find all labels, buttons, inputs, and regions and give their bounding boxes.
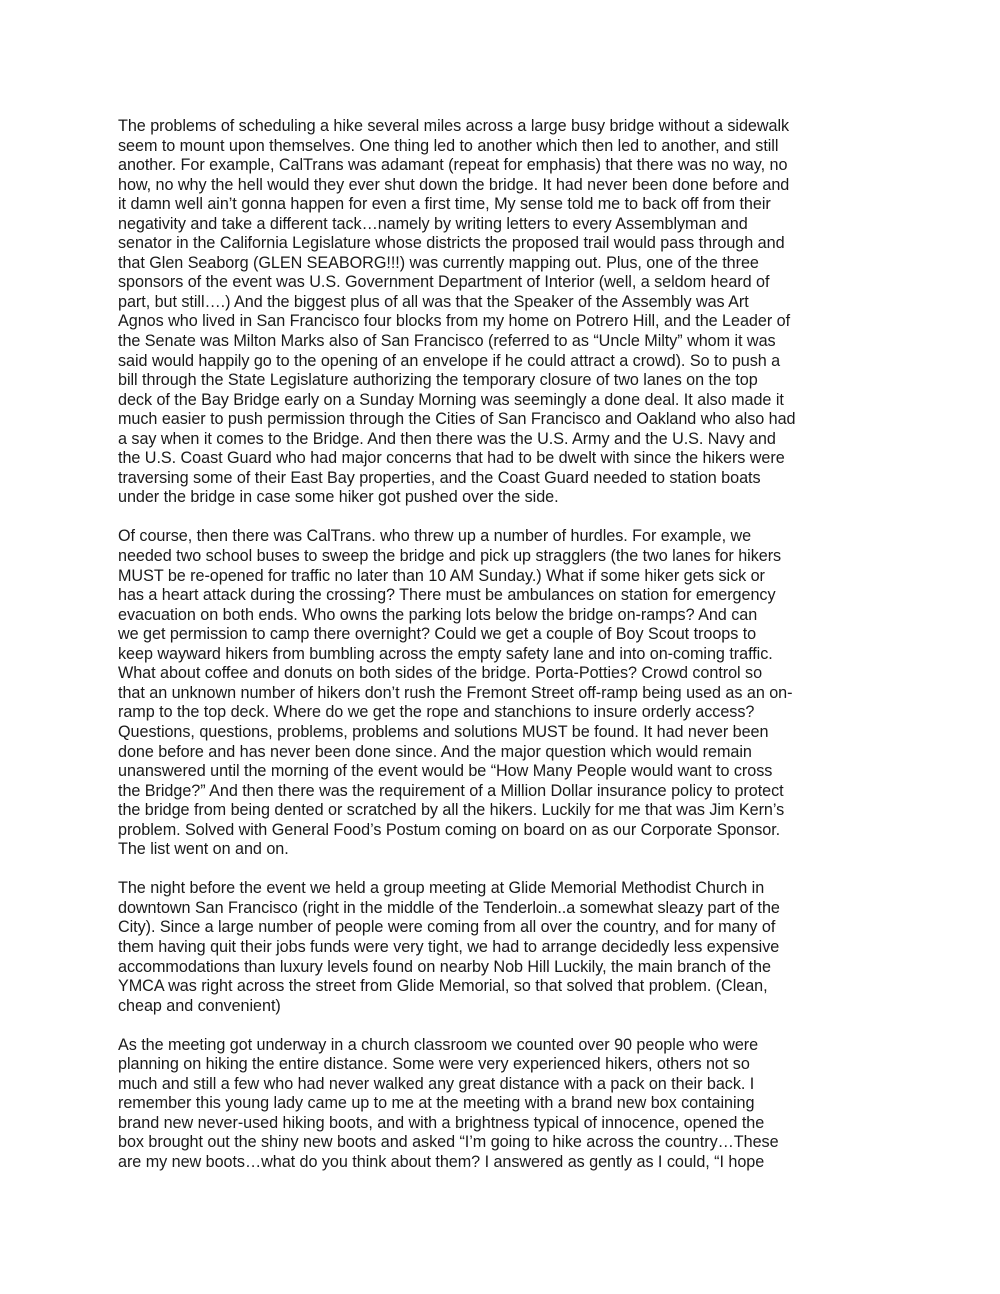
text-line: accommodations than luxury levels found on nearby Nob Hill Luckily, the main branch of the — [118, 957, 771, 976]
text-line: MUST be re-opened for traffic no later than 10 AM Sunday.) What if some hiker gets sick or — [118, 566, 765, 585]
text-line: needed two school buses to sweep the bridge and pick up stragglers (the two lanes for hikers — [118, 547, 782, 566]
text-line: The list went on and on. — [118, 840, 289, 859]
text-line: downtown San Francisco (right in the middle of the Tenderloin..a somewhat sleazy part of the — [118, 898, 780, 917]
text-line: under the bridge in case some hiker got pushed over the side. — [118, 488, 559, 507]
text-line: the U.S. Coast Guard who had major concerns that had to be dwelt with since the hikers were — [118, 449, 785, 468]
paragraph-3 — [118, 879, 888, 1016]
text-line: it damn well ain’t gonna happen for even a first time, My sense told me to back off from their — [118, 195, 771, 214]
text-line: seem to mount upon themselves. One thing led to another which then led to another, and still — [118, 136, 779, 155]
text-line: The night before the event we held a group meeting at Glide Memorial Methodist Church in — [118, 879, 765, 898]
text-line: another. For example, CalTrans was adamant (repeat for emphasis) that there was no way, no — [118, 156, 788, 175]
text-line: the Bridge?” And then there was the requirement of a Million Dollar insurance policy to protect — [118, 781, 784, 800]
text-line: a say when it comes to the Bridge. And then there was the U.S. Army and the U.S. Navy and — [118, 429, 776, 448]
text-line: them having quit their jobs funds were very tight, we had to arrange decidedly less expensive — [118, 937, 780, 956]
text-line: City). Since a large number of people were coming from all over the country, and for many of — [118, 918, 776, 937]
paragraph-4 — [118, 1036, 888, 1173]
text-line: done before and has never been done since. And the major question which would remain — [118, 742, 752, 761]
text-line: part, but still….) And the biggest plus of all was that the Speaker of the Assembly was Art — [118, 292, 749, 311]
text-line: brand new never-used hiking boots, and with a brightness typical of innocence, opened the — [118, 1113, 765, 1132]
text-line: are my new boots…what do you think about them? I answered as gently as I could, “I hope — [118, 1152, 765, 1171]
text-line: ramp to the top deck. Where do we get the rope and stanchions to insure orderly access? — [118, 703, 755, 722]
text-line: has a heart attack during the crossing? There must be ambulances on station for emergency — [118, 586, 776, 605]
text-line: the Senate was Milton Marks also of San Francisco (referred to as “Uncle Milty” whom it was — [118, 332, 776, 351]
text-line: Agnos who lived in San Francisco four blocks from my home on Potrero Hill, and the Leader of — [118, 312, 791, 331]
text-line: that Glen Seaborg (GLEN SEABORG!!!) was currently mapping out. Plus, one of the three — [118, 253, 759, 272]
text-line: cheap and convenient) — [118, 996, 281, 1015]
text-line: keep wayward hikers from bumbling across the empty safety lane and into on-coming traffic. — [118, 644, 773, 663]
text-line: sponsors of the event was U.S. Government Department of Interior (well, a seldom heard of — [118, 273, 770, 292]
text-line: the bridge from being dented or scratched by all the hikers. Luckily for me that was Jim Kern’s — [118, 801, 785, 820]
text-line: evacuation on both ends. Who owns the parking lots below the bridge on-ramps? And can — [118, 605, 758, 624]
paragraph-1 — [118, 117, 888, 508]
text-line: deck of the Bay Bridge early on a Sunday Morning was seemingly a done deal. It also made it — [118, 390, 784, 409]
text-line: planning on hiking the entire distance. Some were very experienced hikers, others not so — [118, 1055, 750, 1074]
text-line: said would happily go to the opening of an envelope if he could attract a crowd). So to push a — [118, 351, 781, 370]
text-line: that an unknown number of hikers don’t rush the Fremont Street off-ramp being used as an on- — [118, 683, 793, 702]
text-line: What about coffee and donuts on both sides of the bridge. Porta-Potties? Crowd control so — [118, 664, 763, 683]
text-line: Questions, questions, problems, problems and solutions MUST be found. It had never been — [118, 722, 769, 741]
text-line: traversing some of their East Bay properties, and the Coast Guard needed to station boats — [118, 468, 761, 487]
text-line: problem. Solved with General Food’s Postum coming on board on as our Corporate Sponsor. — [118, 820, 781, 839]
document-body — [118, 117, 888, 1192]
text-line: unanswered until the morning of the event would be “How Many People would want to cross — [118, 762, 773, 781]
text-line: how, no why the hell would they ever shut down the bridge. It had never been done before and — [118, 175, 790, 194]
text-line: YMCA was right across the street from Glide Memorial, so that solved that problem. (Clean, — [118, 977, 768, 996]
text-line: As the meeting got underway in a church classroom we counted over 90 people who were — [118, 1035, 759, 1054]
text-line: much and still a few who had never walked any great distance with a pack on their back. I — [118, 1074, 755, 1093]
text-line: remember this young lady came up to me at the meeting with a brand new box containing — [118, 1094, 755, 1113]
text-line: we get permission to camp there overnight? Could we get a couple of Boy Scout troops to — [118, 625, 757, 644]
text-line: box brought out the shiny new boots and asked “I’m going to hike across the country…These — [118, 1133, 779, 1152]
text-line: senator in the California Legislature whose districts the proposed trail would pass through and — [118, 234, 785, 253]
text-line: much easier to push permission through the Cities of San Francisco and Oakland who also had — [118, 410, 796, 429]
text-line: negativity and take a different tack…namely by writing letters to every Assemblyman and — [118, 214, 748, 233]
text-line: bill through the State Legislature authorizing the temporary closure of two lanes on the top — [118, 371, 758, 390]
paragraph-2 — [118, 527, 888, 859]
text-line: Of course, then there was CalTrans. who threw up a number of hurdles. For example, we — [118, 527, 752, 546]
text-line: The problems of scheduling a hike several miles across a large busy bridge without a sidewalk — [118, 117, 790, 135]
